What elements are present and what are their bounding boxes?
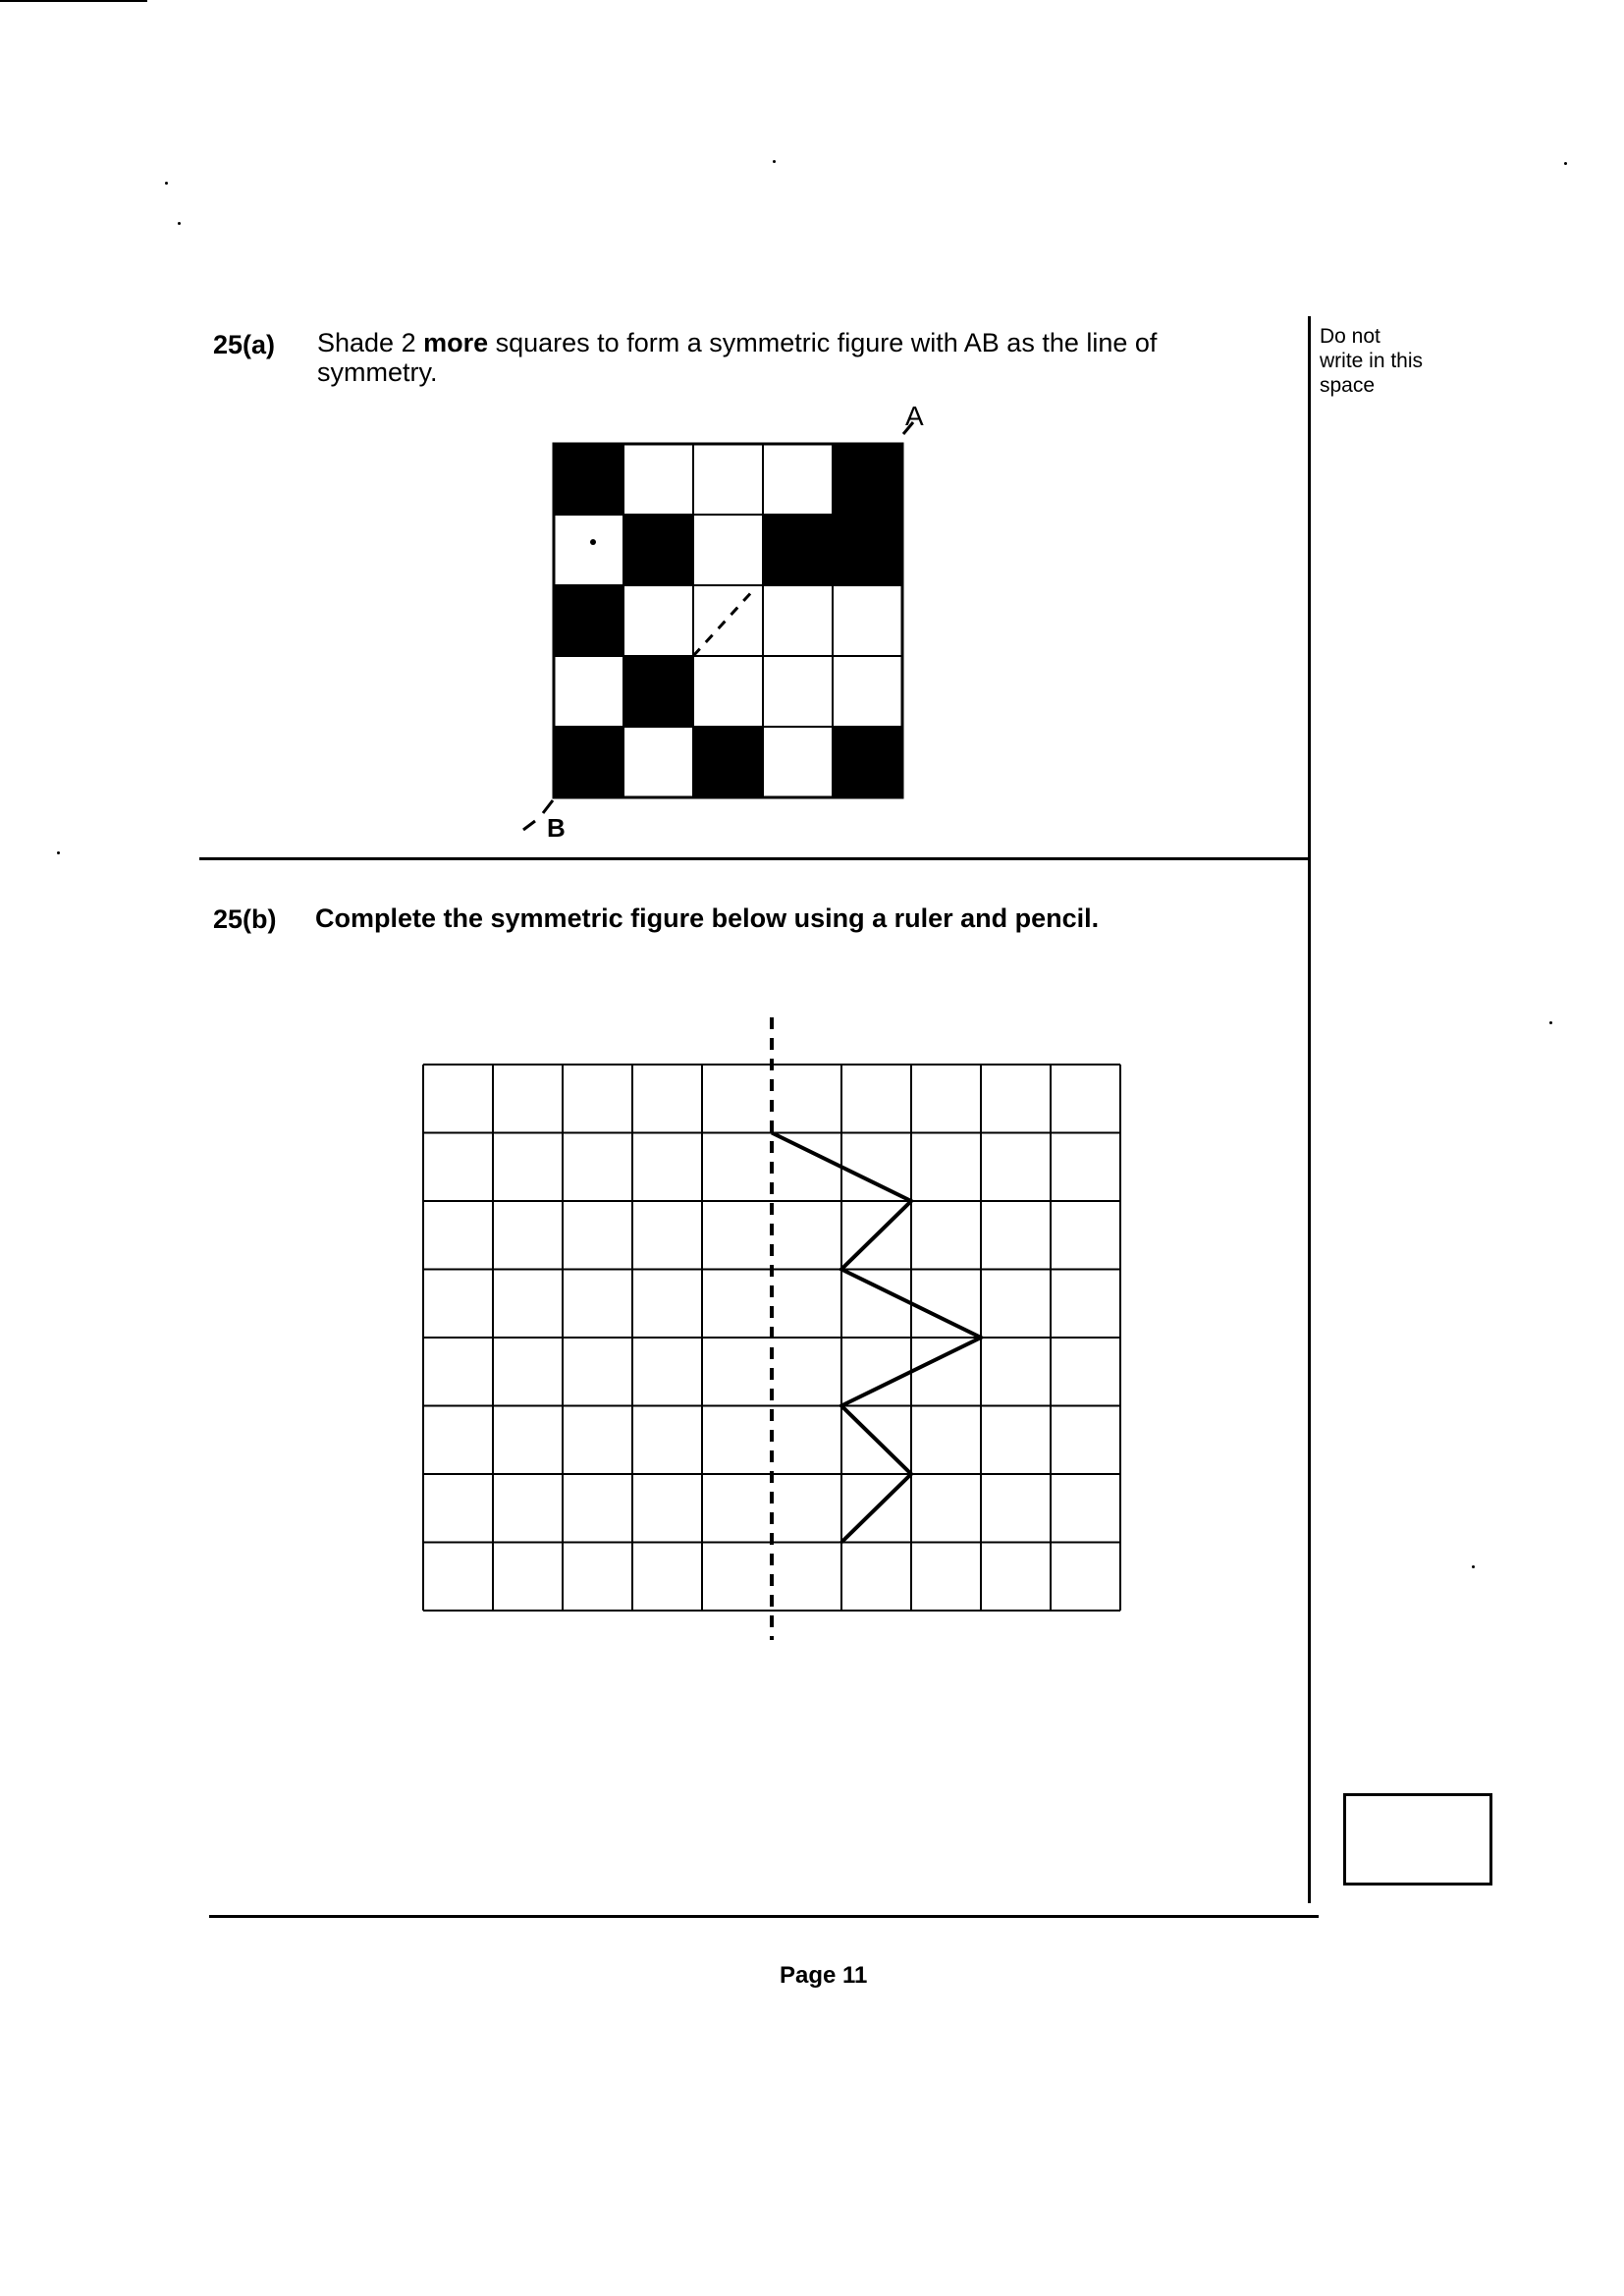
question-25a-number: 25(a) — [213, 330, 276, 359]
page-number: Page 11 — [780, 1962, 868, 1989]
do-not-write-line2: write in this — [1320, 350, 1424, 372]
question-25b-text: Complete the symmetric figure below using a ruler and pencil. — [315, 903, 1100, 933]
scan-speck — [178, 222, 181, 225]
scan-speck — [773, 160, 776, 163]
question-25a-text-line2: symmetry. — [317, 357, 438, 387]
bottom-rule — [209, 1915, 1319, 1918]
scan-speck — [1472, 1565, 1475, 1568]
question-25b-number: 25(b) — [213, 904, 277, 934]
margin-rule — [1308, 316, 1311, 1903]
scan-speck — [1549, 1021, 1552, 1024]
scan-speck — [57, 851, 60, 854]
scan-speck — [1564, 162, 1567, 165]
do-not-write-line3: space — [1320, 374, 1376, 397]
question-25a-text-end: squares to form a symmetric figure with AB as the line of — [488, 328, 1158, 357]
do-not-write-line1: Do not — [1320, 325, 1380, 348]
scan-speck — [165, 182, 168, 185]
marks-box — [1343, 1793, 1492, 1886]
question-25a-text-emphasis: more — [423, 328, 489, 357]
label-a: A — [905, 401, 924, 431]
question-25a-text-start: Shade 2 — [317, 328, 424, 357]
label-b: B — [547, 813, 566, 843]
